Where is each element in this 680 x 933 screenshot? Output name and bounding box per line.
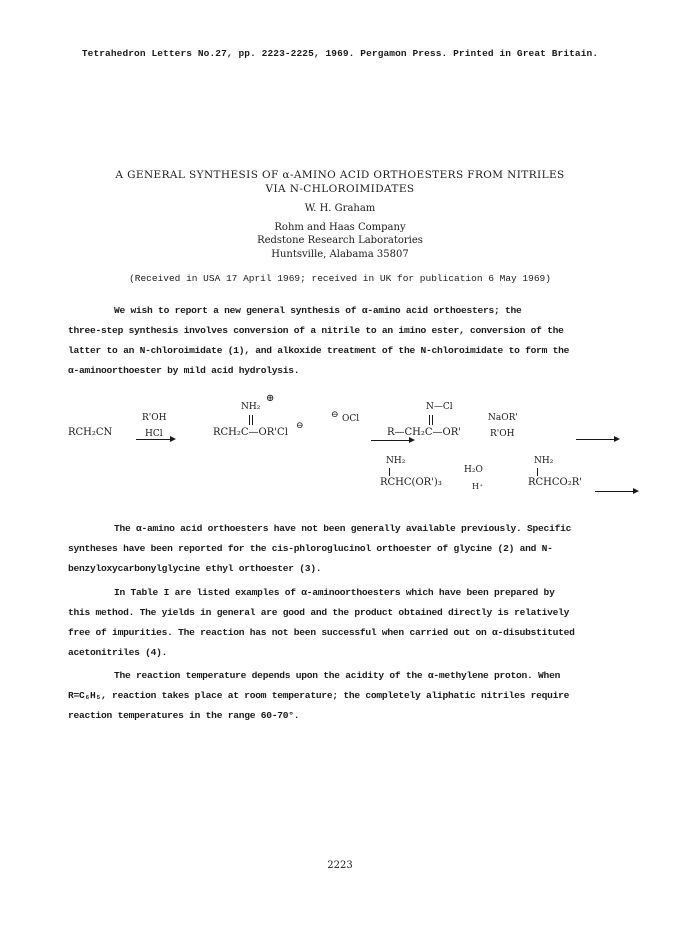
amino-ester: RCHCO₂R'	[528, 477, 583, 488]
charge-symbol: ⊖	[331, 410, 339, 420]
author: W. H. Graham	[304, 203, 376, 214]
reaction-scheme	[0, 390, 680, 500]
article-title: A GENERAL SYNTHESIS OF α-AMINO ACID ORTHOESTERS FROM NITRILES	[115, 169, 565, 181]
paragraph: In Table I are listed examples of α-aminoorthoesters which have been prepared by this method. The yields in general are good and the product obtained directly is relatively free of impurities. The reaction has not been successful when carried out on α-disubstituted acetonitriles (4).	[68, 587, 575, 658]
reagent-label: HCl	[145, 429, 163, 439]
reagent-label: H₂O	[464, 465, 483, 475]
paragraph: We wish to report a new general synthesis of α-amino acid orthoesters; the three-step synthesis involves conversion of a nitrile to an imino ester, conversion of the latter to an N-chloroimidate (1), and alkoxide treatment of the N-chloroimidate to form the α-aminoorthoester by mild acid hydrolysis.	[68, 305, 570, 376]
paragraph: The α-amino acid orthoesters have not been generally available previously. Specific syntheses have been reported for the cis-phloroglucinol orthoester of glycine (2) and N- benzyloxycarbonylglycine ethyl orthoester (3).	[68, 523, 572, 574]
reaction-arrow	[595, 491, 637, 493]
charge-symbol: ⊕	[266, 393, 275, 404]
journal-header: Tetrahedron Letters No.27, pp. 2223-2225, 1969. Pergamon Press. Printed in Great Britain.	[81, 48, 599, 59]
paragraph: The reaction temperature depends upon the acidity of the α-methylene proton. When R=C₆H₅, reaction takes place at room temperature; the completely aliphatic nitriles require reaction temperatures in the range 60-70°.	[68, 670, 570, 721]
amino-orthoester: RCHC(OR')₃	[380, 477, 442, 488]
affiliation-line: Redstone Research Laboratories	[257, 235, 423, 246]
affiliation-line: Rohm and Haas Company	[274, 222, 406, 233]
substituent-label: NH₂	[241, 402, 261, 412]
page-number: 2223	[327, 860, 353, 871]
charge-symbol: ⊖	[296, 421, 304, 431]
affiliation-line: Huntsville, Alabama 35807	[271, 249, 409, 260]
received-dates: (Received in USA 17 April 1969; received in UK for publication 6 May 1969)	[129, 273, 551, 284]
reaction-arrow	[136, 439, 174, 441]
reaction-arrow	[576, 439, 618, 441]
reaction-arrow	[371, 440, 413, 442]
reagent-label: OCl	[342, 414, 360, 424]
n-chloroimidate: R—CH₂C—OR'	[387, 427, 462, 438]
reagent-label: R'OH	[142, 413, 167, 423]
reagent-label: R'OH	[490, 429, 515, 439]
imino-ester-salt: RCH₂C—OR'Cl	[213, 427, 288, 438]
article-title-line2: VIA N-CHLOROIMIDATES	[265, 183, 415, 195]
reagent-label: H⁺	[472, 482, 484, 491]
substituent-label: NH₂	[386, 456, 406, 466]
substituent-label: NH₂	[534, 456, 554, 466]
nitrile-reactant: RCH₂CN	[68, 427, 113, 438]
reagent-label: NaOR'	[488, 413, 518, 423]
substituent-label: N—Cl	[426, 402, 453, 412]
